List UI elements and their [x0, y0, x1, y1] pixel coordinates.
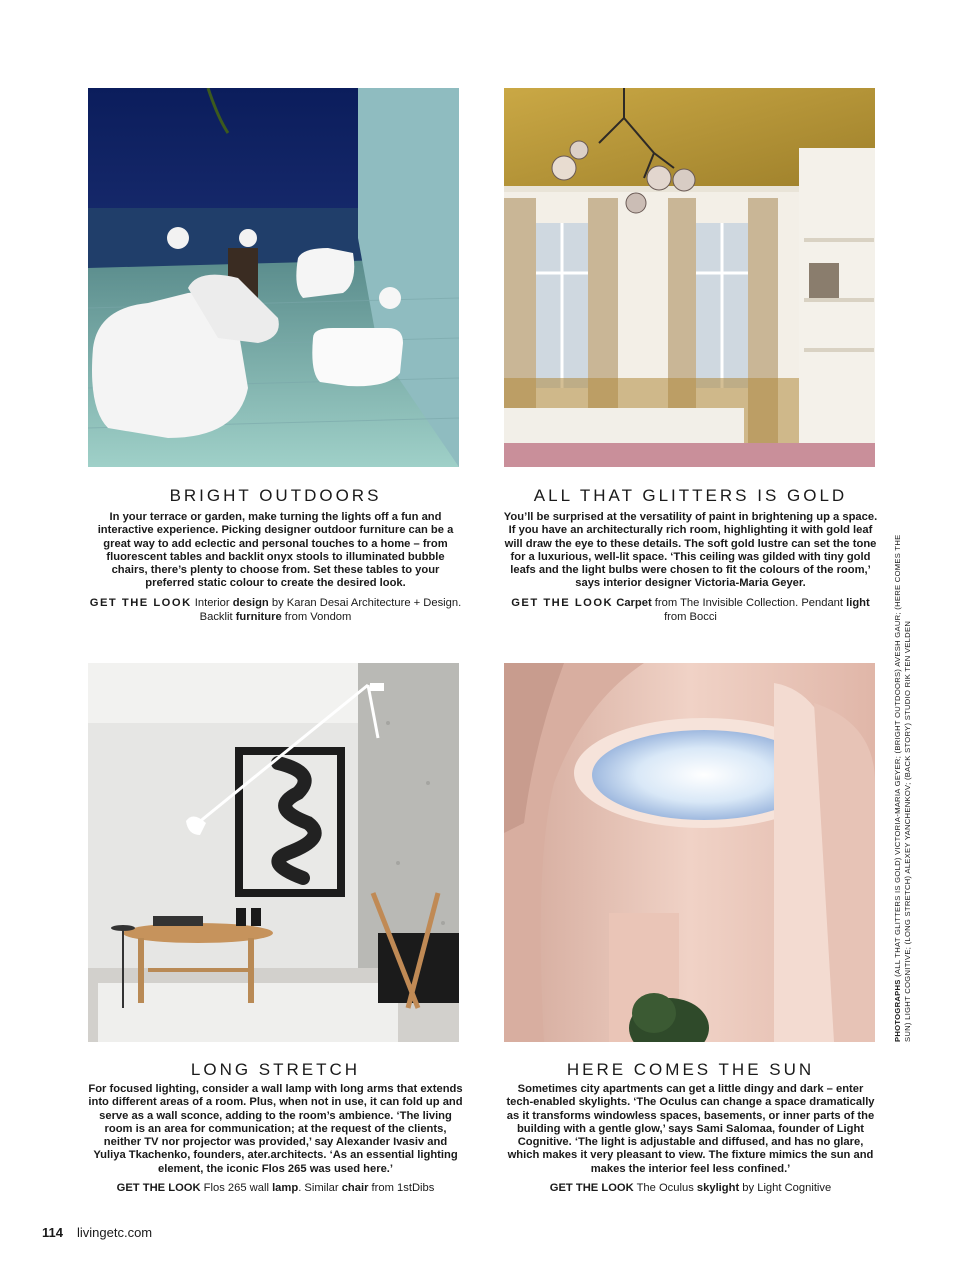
photo-credit: [893, 517, 913, 1042]
page-footer: [42, 1225, 152, 1240]
site-name: livingetc.com: [76, 1225, 153, 1240]
section-body-bright-outdoors: In your terrace or garden, make turning the lights off a fun and interactive experience. Picking designer outdoor furniture can be a great way to add eclectic and personal touches to a home – from fluorescent tables and backlit onyx stools to illuminated bubble chairs, there’s plenty to choose from. Set these tables to your preferred static colour to create the desired look.: [97, 511, 454, 590]
get-the-look-long-stretch: GET THE LOOK Flos 265 wall lamp. Similar chair from 1stDibs: [116, 1182, 435, 1194]
photo-skylight: [504, 663, 875, 1042]
photo-credit-text: (ALL THAT GLITTERS IS GOLD) VICTORIA-MARIA GEYER; (BRIGHT OUTDOORS) AVESH GAUR; (HERE COMES THE SUN) LIGHT COGNITIVE; (LONG STRETCH) ALEXEY YANCHENKOV; (BACK STORY) STUDIO RIK TEN VELDEN: [893, 534, 912, 1042]
photo-long-stretch: [88, 663, 459, 1042]
get-the-look-here-comes-the-sun: GET THE LOOK The Oculus skylight by Light Cognitive: [549, 1182, 832, 1194]
section-title-bright-outdoors: BRIGHT OUTDOORS: [169, 486, 382, 505]
get-the-look-bright-outdoors: GET THE LOOK Interior design by Karan Desai Architecture + Design. Backlit furniture from Vondom: [89, 597, 462, 623]
section-title-here-comes-the-sun: HERE COMES THE SUN: [566, 1060, 815, 1079]
section-title-long-stretch: LONG STRETCH: [190, 1060, 361, 1079]
photo-credit-label: PHOTOGRAPHS: [893, 979, 902, 1042]
section-body-here-comes-the-sun: Sometimes city apartments can get a little dingy and dark – enter tech-enabled skylights. ‘The Oculus can change a space dramatically as it transforms windowless spaces, basements, or inner parts of the building with a gentle glow,’ says Sami Salomaa, founder of Light Cognitive. ‘The light is adjustable and diffused, and has no glare, which makes it very pleasant to view. The fixture mimics the sun and makes the interior feel less confined.’: [506, 1083, 875, 1175]
page-number: 114: [42, 1225, 63, 1240]
section-title-gold: ALL THAT GLITTERS IS GOLD: [533, 486, 848, 505]
section-body-long-stretch: For focused lighting, consider a wall lamp with long arms that extends into different areas of a room. Plus, when not in use, it can fold up and serve as a wall sconce, adding to the room’s ambience. ‘The living room is an area for communication; at the request of the clients, neither TV nor projector was provided,’ say Alexander Ivasiv and Yuliya Tkachenko, founders, ater.architects. ‘As an essential lighting element, the iconic Flos 265 was used here.’: [88, 1083, 463, 1175]
photo-bright-outdoors: [88, 88, 459, 467]
get-the-look-gold: GET THE LOOK Carpet from The Invisible Collection. Pendant light from Bocci: [511, 597, 870, 623]
section-body-gold: You’ll be surprised at the versatility of paint in brightening up a space. If you have an architecturally rich room, highlighting it with gold leaf will draw the eye to these details. The soft gold lustre can set the tone for a luxurious, well-lit space. ‘This ceiling was gilded with tiny gold leafs and the light bulbs were chosen to fit the colours of the room,’ says interior designer Victoria-Maria Geyer.: [503, 511, 878, 590]
photo-gold-ceiling: [504, 88, 875, 467]
